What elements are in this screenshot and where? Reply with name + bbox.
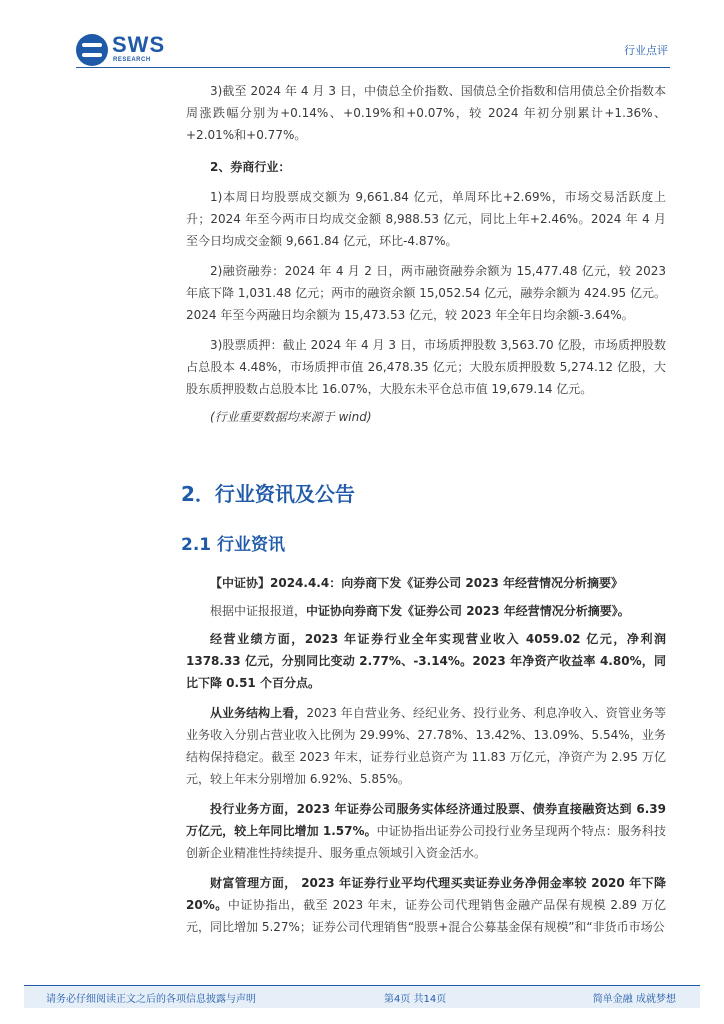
wealth-management-paragraph: 财富管理方面， 2023 年证券行业平均代理买卖证券业务净佣金率较 2020 年下降 20%。中证协指出，截至 2023 年末，证券公司代理销售金融产品保有规模 2.89 万亿元，同比增加 5.27%；证券公司代理销售“股票+混合公募基金保有规模”和“非货币市场公: [186, 876, 666, 934]
margin-paragraph: 2)融资融券：2024 年 4 月 2 日，两市融资融券余额为 15,477.48 亿元，较 2023 年底下降 1,031.48 亿元；两市的融资余额 15,052.54 亿元，融券余额为 424.95 亿元。2024 年至今两融日均余额为 15,473.53 亿元，较 2023 年全年日均余额-3.64%。: [186, 264, 666, 322]
investment-banking-paragraph: 投行业务方面，2023 年证券公司服务实体经济通过股票、债券直接融资达到 6.39 万亿元，较上年同比增加 1.57%。中证协指出证券公司投行业务呈现两个特点：服务科技创新企业精准性持续提升、服务重点领域引入资金活水。: [186, 802, 666, 860]
page-number: 第4页 共14页: [384, 994, 447, 1005]
data-source-note: (行业重要数据均来源于 wind): [210, 410, 372, 424]
page-footer: [24, 986, 700, 1008]
structure-paragraph: 从业务结构上看，2023 年自营业务、经纪业务、投行业务、利息净收入、资管业务等业务收入分别占营业收入比例为 29.99%、27.78%、13.42%、13.09%、5.54%，业务结构保持稳定。截至 2023 年末，证券行业总资产为 11.83 万亿元，净资产为 2.95 万亿元，较上年末分别增加 6.92%、5.85%。: [186, 706, 666, 786]
performance-paragraph: 经营业绩方面，2023 年证券行业全年实现营业收入 4059.02 亿元，净利润 1378.33 亿元，分别同比变动 2.77%、-3.14%。2023 年净资产收益率 4.80%，同比下降 0.51 个百分点。: [186, 632, 666, 690]
report-type: 行业点评: [624, 44, 668, 57]
logo-text: SWS: [112, 32, 166, 57]
bond-index-paragraph: 3)截至 2024 年 4 月 3 日，中债总全价指数、国债总全价指数和信用债总全价指数本周涨跌幅分别为+0.14%、+0.19%和+0.07%，较 2024 年初分别累计+1.36%、+2.01%和+0.77%。: [186, 84, 666, 142]
logo-subtext: RESEARCH: [113, 57, 151, 63]
footer-slogan: 简单金融 成就梦想: [592, 994, 676, 1005]
footer-disclaimer: 请务必仔细阅读正文之后的各项信息披露与声明: [46, 994, 256, 1005]
section-title: 2．行业资讯及公告: [181, 482, 355, 506]
body-news: [186, 572, 666, 938]
subsection-title: 2.1 行业资讯: [181, 535, 286, 555]
news-headline: 【中证协】2024.4.4：向券商下发《证券公司 2023 年经营情况分析摘要》: [210, 576, 623, 590]
body-upper: [186, 80, 666, 428]
header-divider: [76, 67, 670, 68]
news-intro: 根据中证报报道，中证协向券商下发《证券公司 2023 年经营情况分析摘要》。: [210, 604, 630, 618]
pledge-paragraph: 3)股票质押：截止 2024 年 4 月 3 日，市场质押股数 3,563.70 亿股，市场质押股数占总股本 4.48%，市场质押市值 26,478.35 亿元；大股东质押股数 5,274.12 亿股，大股东质押股数占总股本比 16.07%，大股东未平仓总市值 19,679.14 亿元。: [186, 338, 666, 396]
sws-logo-icon: [76, 34, 108, 66]
sws-logo: [76, 34, 176, 66]
broker-heading: 2、券商行业：: [210, 160, 291, 174]
turnover-paragraph: 1)本周日均股票成交额为 9,661.84 亿元，单周环比+2.69%，市场交易活跃度上升；2024 年至今两市日均成交金额 8,988.53 亿元，同比上年+2.46%。2024 年 4 月至今日均成交金额 9,661.84 亿元，环比-4.87%。: [186, 190, 666, 248]
page-header: [0, 0, 724, 70]
